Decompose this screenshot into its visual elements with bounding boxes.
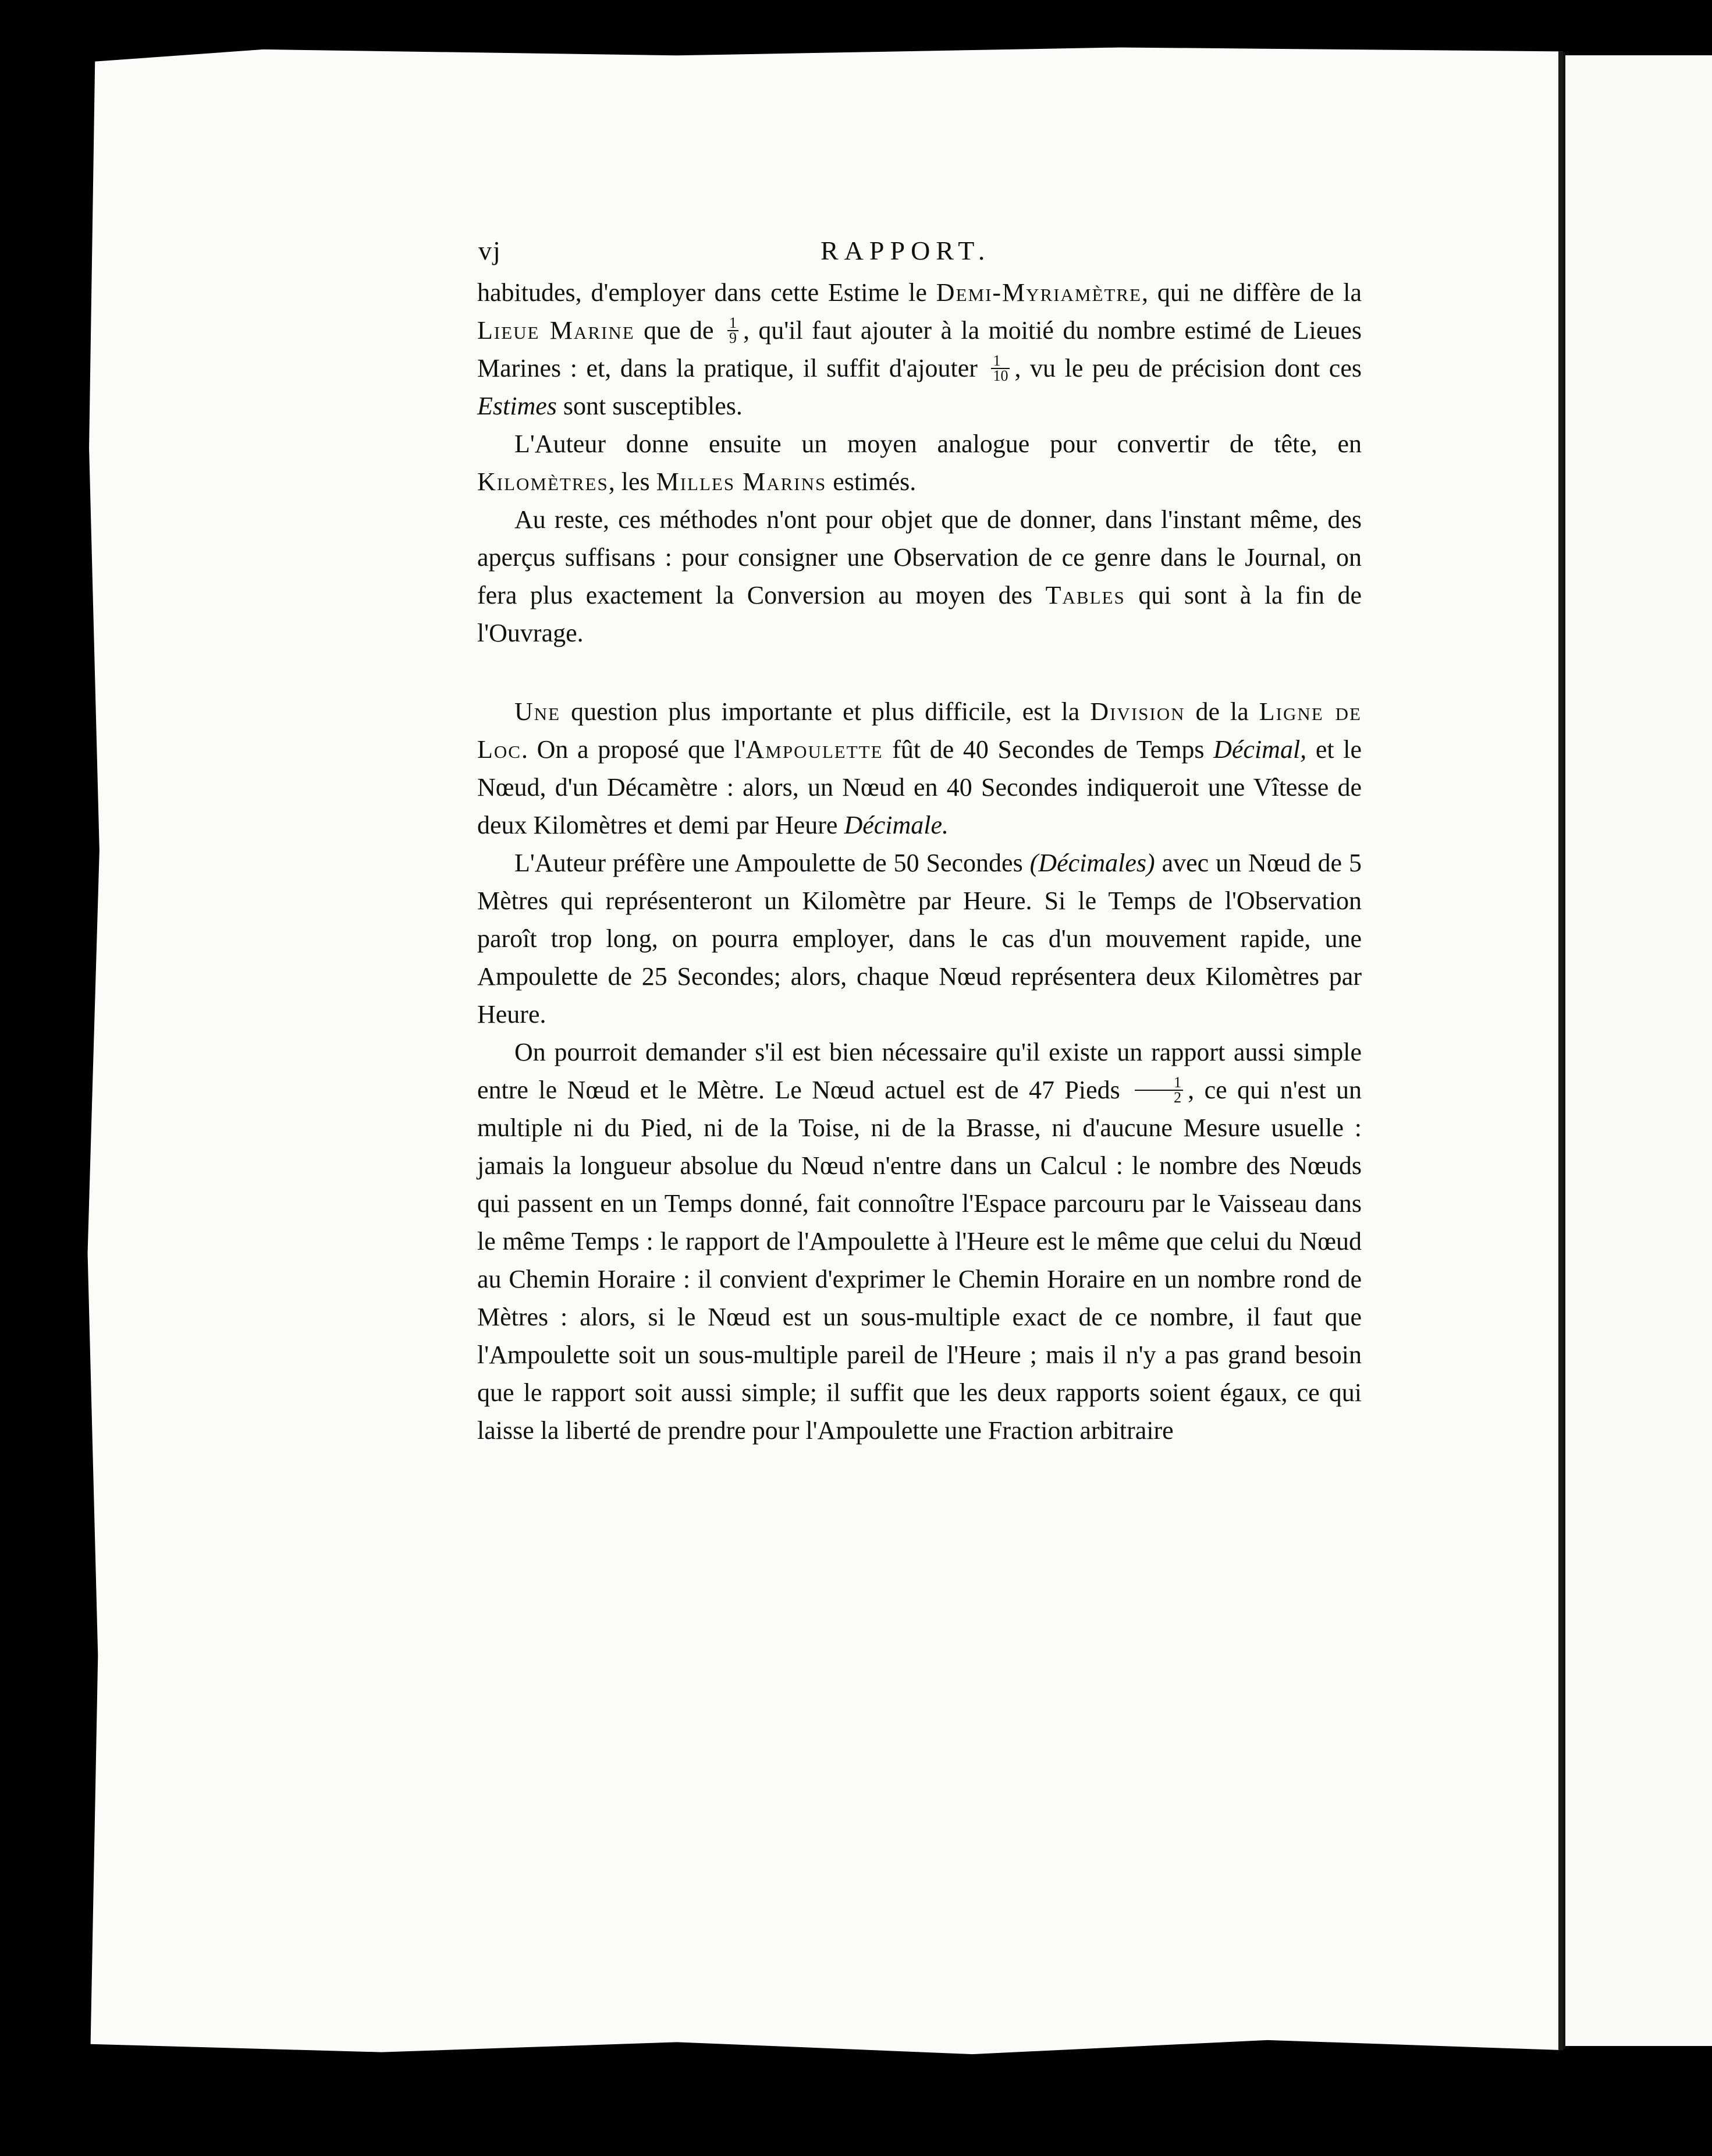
- fraction-numerator: 1: [727, 316, 738, 331]
- text-run: . On a proposé que l': [521, 735, 746, 764]
- small-caps-term: Ligne de Loc: [477, 697, 1362, 764]
- facing-page-edge: [1565, 55, 1712, 2046]
- text-run: , vu le peu de précision dont ces: [1014, 354, 1362, 382]
- fraction-numerator: 1: [991, 354, 1010, 369]
- fraction-denominator: 2: [1174, 1088, 1182, 1106]
- text-run: et le Nœud, d'un Décamètre : alors, un Nœud en 40 Secondes indiqueroit une Vîtesse de deux Kilomètres et demi par Heure: [477, 735, 1362, 839]
- fraction-numerator: 1: [1135, 1076, 1183, 1091]
- small-caps-term: Demi-Myriamètre: [936, 278, 1142, 307]
- italic-term: Décimale.: [844, 811, 949, 839]
- text-run: que de: [634, 316, 723, 345]
- text-run: , les: [608, 467, 656, 496]
- paragraph-4: [477, 693, 1362, 844]
- page-header: [477, 232, 1362, 274]
- small-caps-term: Une: [514, 697, 561, 726]
- italic-term: (Décimales): [1029, 849, 1155, 877]
- text-run: , ce qui n'est un multiple ni du Pied, ni de la Toise, ni de la Brasse, ni d'aucune Mesure usuelle : jamais la longueur absolue du Nœud n'entre dans un Calcul : le nombre des Nœuds qui passent en un Temps donné, fait connoître l'Espace parcouru par le Vaisseau dans le même Temps : le rapport de l'Ampoulette à l'Heure est le même que celui du Nœud au Chemin Horaire : il convient d'exprimer le Chemin Horaire en un nombre rond de Mètres : alors, si le Nœud est un sous-multiple exact de ce nombre, il faut que l'Ampoulette soit un sous-multiple pareil de l'Heure ; mais il n'y a pas grand besoin que le rapport soit aussi simple; il suffit que les deux rapports soient égaux, ce qui laisse la liberté de prendre pour l'Ampoulette une Fraction arbitraire: [477, 1076, 1362, 1445]
- body-text: [477, 274, 1362, 1449]
- fraction: [1135, 1073, 1183, 1106]
- small-caps-term: Milles Marins: [656, 467, 827, 496]
- paragraph-3: [477, 501, 1362, 652]
- text-run: , qui ne diffère de la: [1142, 278, 1362, 307]
- text-run: habitudes, d'employer dans cette Estime le: [477, 278, 936, 307]
- text-run: avec un Nœud de 5 Mètres qui représenteront un Kilomètre par Heure. Si le Temps de l'Observation paroît trop long, on pourra employer, dans le cas d'un mouvement rapide, une Ampoulette de 25 Secondes; alors, chaque Nœud représentera deux Kilomètres par Heure.: [477, 849, 1362, 1029]
- text-run: sont susceptibles.: [556, 392, 743, 420]
- small-caps-term: Ampoulette: [745, 735, 883, 764]
- text-run: L'Auteur donne ensuite un moyen analogue pour convertir de tête, en: [514, 430, 1362, 458]
- text-run: fût de 40 Secondes de Temps: [883, 735, 1214, 764]
- italic-term: Estimes: [477, 392, 557, 420]
- fraction: [727, 316, 738, 345]
- text-run: qui sont à la fin de l'Ouvrage.: [477, 581, 1362, 647]
- text-run: de la: [1185, 697, 1259, 726]
- italic-term: Décimal,: [1213, 735, 1307, 764]
- small-caps-term: Kilomètres: [477, 467, 609, 496]
- text-block: [477, 232, 1362, 1449]
- paragraph-6: [477, 1033, 1362, 1449]
- small-caps-term: Lieue Marine: [477, 316, 635, 345]
- text-run: estimés.: [826, 467, 917, 496]
- paragraph-1: [477, 274, 1362, 425]
- text-run: , qu'il faut ajouter à la moitié du nombre estimé de Lieues Marines : et, dans la pratique, il suffit d'ajouter: [477, 316, 1362, 382]
- small-caps-term: Tables: [1045, 581, 1125, 609]
- small-caps-term: Division: [1090, 697, 1185, 726]
- fraction-denominator: 10: [993, 367, 1008, 384]
- paragraph-2: [477, 425, 1362, 501]
- text-run: L'Auteur préfère une Ampoulette de 50 Secondes: [514, 849, 1030, 877]
- paragraph-5: [477, 844, 1362, 1033]
- fraction-denominator: 9: [729, 329, 737, 346]
- text-run: On pourroit demander s'il est bien nécessaire qu'il existe un rapport aussi simple entre le Nœud et le Mètre. Le Nœud actuel est de 47 Pieds: [477, 1038, 1362, 1104]
- text-run: Au reste, ces méthodes n'ont pour objet que de donner, dans l'instant même, des aperçus suffisans : pour consigner une Observation de ce genre dans le Journal, on fera plus exactement la Conversion au moyen des: [477, 505, 1362, 609]
- running-title: RAPPORT.: [821, 236, 991, 265]
- text-run: question plus importante et plus difficile, est la: [560, 697, 1091, 726]
- fraction: [991, 354, 1010, 383]
- folio-number: vj: [478, 236, 502, 265]
